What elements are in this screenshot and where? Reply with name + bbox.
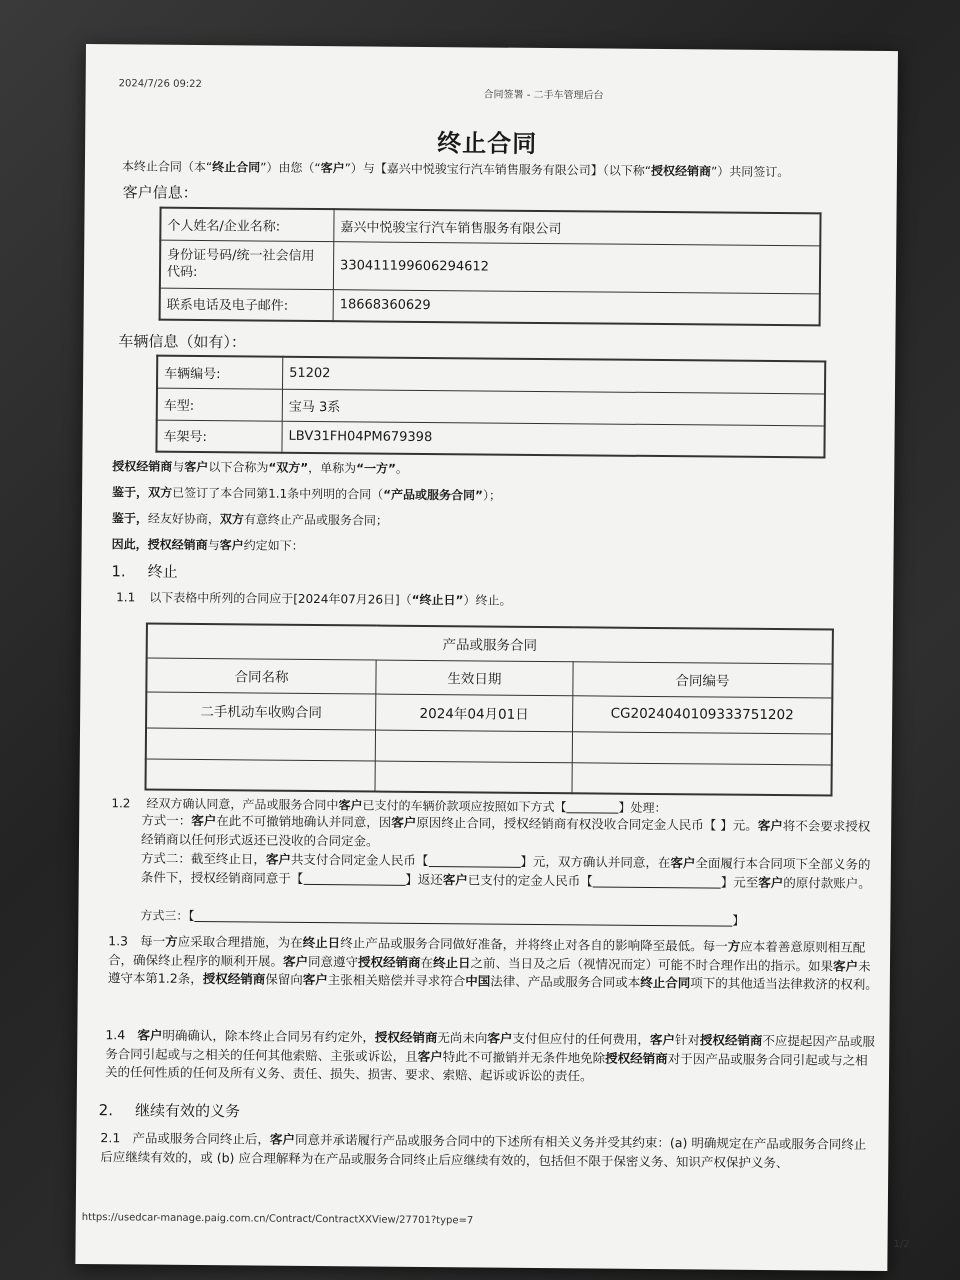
clause-1-1: 1.1 以下表格中所列的合同应于[2024年07月26日]（“终止日”）终止。 [116, 590, 512, 608]
vehicle-value: LBV31FH04PM679398 [282, 421, 825, 458]
contract-header-name: 合同名称 [146, 658, 376, 694]
customer-row-id [160, 240, 820, 294]
clause-1-2-method-2: 方式二：截至终止日，客户共支付合同定金人民币【 】元，双方确认并同意，在客户全面履行本合同项下全部义务的条件下，授权经销商同意于【 】返还客户已支付的定金人民币【 】元至客户的原付款账户。 [140, 850, 871, 891]
refund-date-blank[interactable] [303, 871, 405, 885]
vehicle-label: 车型: [157, 388, 283, 421]
contract-table [144, 623, 833, 797]
customer-label: 联系电话及电子邮件: [160, 288, 334, 322]
intro-paragraph: 本终止合同（本“终止合同”）由您（“客户”）与【嘉兴中悦骏宝行汽车销售服务有限公司】（以下称“授权经销商”）共同签订。 [121, 159, 790, 180]
print-page-title: 合同签署 - 二手车管理后台 [483, 89, 604, 102]
vehicle-label: 车架号: [156, 420, 282, 453]
contract-table-empty-row [145, 759, 831, 796]
clause-1-3: 1.3 每一方应采取合理措施，为在终止日终止产品或服务合同做好准备，并将终止对各自的影响降至最低。每一方应本着善意原则相互配合，确保终止程序的顺利开展。客户同意遵守授权经销商在终止日之前、当日及之后（视情况而定）可能不时合理作出的指示。如果客户未遵守本第1.2条，授权经销商保留向客户主张相关赔偿并寻求符合中国法律、产品或服务合同或本终止合同项下的其他适当法律救济的权利。 [107, 933, 878, 992]
vehicle-value: 宝马 3系 [282, 389, 825, 426]
customer-value: 18668360629 [333, 289, 820, 325]
vehicle-row [156, 420, 824, 458]
section-2-heading: 2. 继续有效的义务 [98, 1101, 241, 1121]
whereas-clause-2: 鉴于，经友好协商，双方有意终止产品或服务合同； [111, 511, 388, 528]
contract-cell-date: 2024年04月01日 [376, 694, 573, 732]
vehicle-section-heading: 车辆信息（如有）： [118, 332, 246, 352]
deposit-paid-blank[interactable] [428, 854, 520, 868]
contract-header-date: 生效日期 [376, 660, 573, 696]
parties-definition: 授权经销商与客户以下合称为“双方”，单称为“一方”。 [112, 459, 409, 476]
contract-table-caption: 产品或服务合同 [147, 624, 833, 664]
contract-cell-name: 二手机动车收购合同 [146, 692, 376, 730]
page-number: 1/2 [893, 1239, 910, 1251]
refund-amount-blank[interactable] [593, 874, 721, 888]
customer-section-heading: 客户信息： [122, 183, 198, 202]
customer-value: 嘉兴中悦骏宝行汽车销售服务有限公司 [334, 209, 821, 245]
document-title: 终止合同 [437, 129, 538, 158]
therefore-clause: 因此，授权经销商与客户约定如下： [111, 537, 304, 553]
customer-info-table [159, 207, 822, 327]
clause-1-2-method-1: 方式一：客户在此不可撤销地确认并同意，因客户原因终止合同，授权经销商有权没收合同定金人民币【 】元。客户将不会要求授权经销商以任何形式返还已没收的合同定金。 [141, 812, 871, 849]
vehicle-info-table [155, 355, 826, 459]
clause-1-4: 1.4 客户明确确认，除本终止合同另有约定外，授权经销商无尚未向客户支付但应付的任何费用，客户针对授权经销商不应提起因产品或服务合同引起或与之相关的任何其他索赔、主张或诉讼，且客户特此不可撤销并无条件地免除授权经销商对于因产品或服务合同引起或与之相关的任何性质的任何及所有义务、责任、损失、损害、要求、索赔、起诉或诉讼的责任。 [104, 1027, 876, 1084]
customer-label: 个人姓名/企业名称: [160, 208, 334, 242]
document-page [75, 44, 910, 1271]
customer-row-contact [160, 288, 820, 326]
contract-table-row [146, 692, 832, 734]
section-1-heading: 1. 终止 [111, 562, 178, 581]
clause-2-1: 2.1 产品或服务合同终止后，客户同意并承诺履行产品或服务合同中的下述所有相关义务并受其约束：(a) 明确规定在产品或服务合同终止后应继续有效的，或 (b) 应合理解释为在产品或服务合同终止后应继续有效的，包括但不限于保密义务、知识产权保护义务、 [100, 1130, 867, 1170]
vehicle-value: 51202 [282, 357, 825, 394]
method-choice-blank[interactable] [566, 800, 618, 813]
print-url: https://usedcar-manage.paig.com.cn/Contract/ContractXXView/27701?type=7 [81, 1212, 474, 1227]
customer-value: 330411199606294612 [333, 241, 820, 293]
contract-header-number: 合同编号 [573, 661, 833, 697]
method-3-blank[interactable] [194, 909, 732, 927]
print-datetime: 2024/7/26 09:22 [118, 78, 202, 91]
vehicle-label: 车辆编号: [157, 356, 283, 389]
contract-cell-number: CG2024040109333751202 [573, 695, 833, 733]
customer-label: 身份证号码/统一社会信用代码: [160, 240, 334, 290]
clause-1-2-method-3: 方式三：【 】 [140, 908, 745, 928]
clause-1-2-intro: 1.2 经双方确认同意，产品或服务合同中客户已支付的车辆价款项应按照如下方式【 】处理： [111, 796, 667, 816]
whereas-clause-1: 鉴于，双方已签订了本合同第1.1条中列明的合同（“产品或服务合同”）； [112, 485, 502, 503]
